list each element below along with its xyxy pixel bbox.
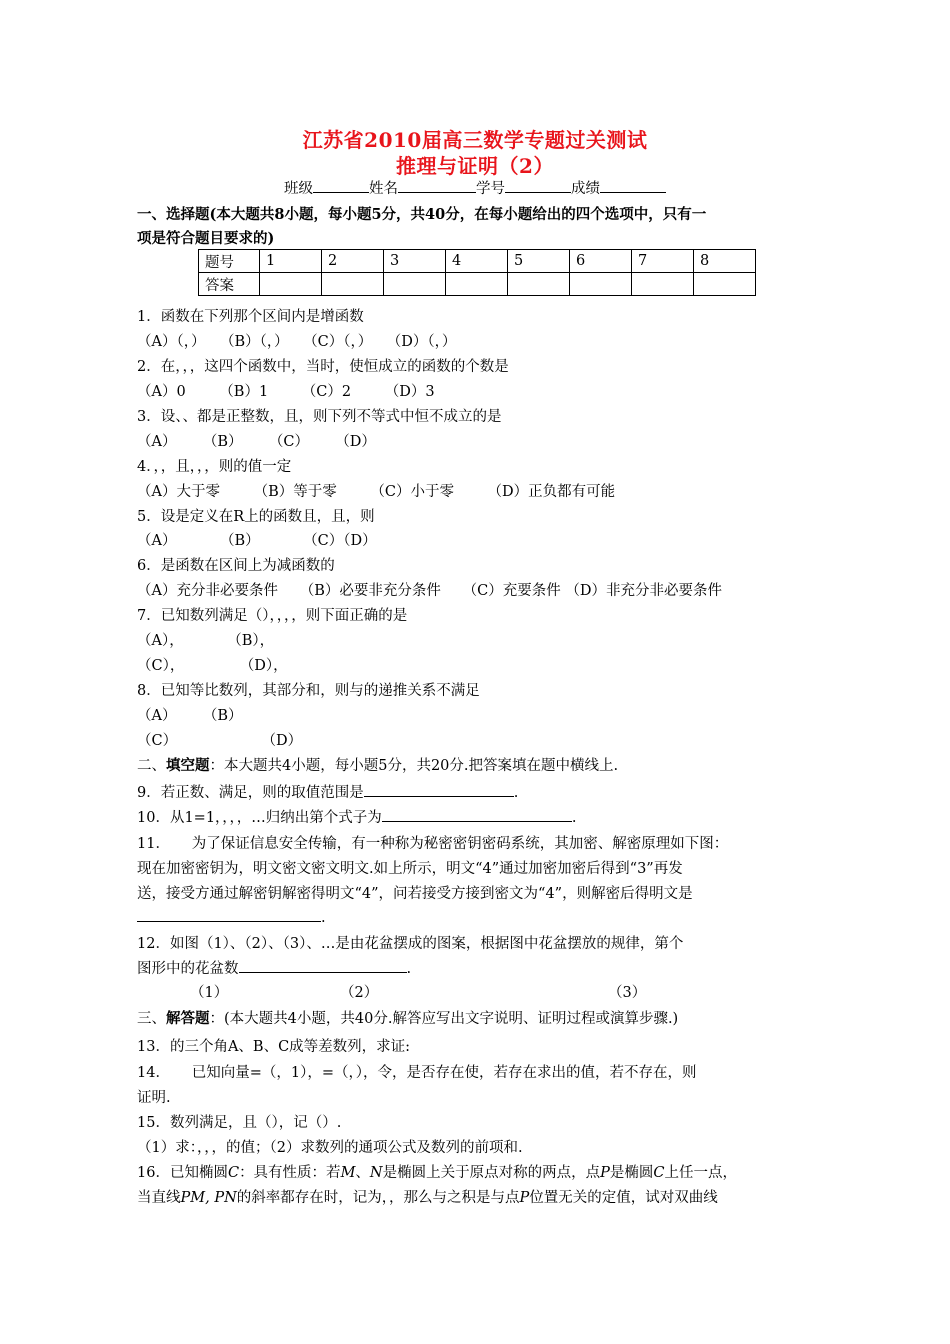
id-blank [505,178,571,193]
section3-text: ：(本大题共4小题，共40分.解答应写出文字说明、证明过程或演算步骤.) [209,1011,679,1027]
table-cell: 1 [260,250,322,273]
question-13: 13．的三个角A、B、C成等差数列，求证: [137,1039,411,1055]
italic-var: PM, PN [180,1190,237,1206]
question-text: 16．已知椭圆 [137,1165,228,1181]
options-line: （C） （D） [137,733,303,749]
question-14-line2: 证明. [137,1090,171,1106]
answer-blank[interactable] [137,907,321,922]
table-header-cell: 答案 [199,273,260,296]
options-line: （C）， （D）， [137,658,288,674]
question-15-line2: （1）求：，，，的值；（2）求数列的通项公式及数列的前项和. [137,1140,523,1156]
question-16-line1 [137,1161,737,1182]
question-text: 是椭圆 [609,1165,654,1181]
answer-cell[interactable] [570,273,632,296]
question-16-line2 [137,1186,718,1207]
question-11-line3: 送，接受方通过解密钥解密得明文“4”，问若接受方接到密文为“4”，则解密后得明文是 [137,886,693,902]
options-line: （A）（，） （B）（，） （C）（，） （D）（，） [137,334,457,350]
table-cell: 7 [632,250,694,273]
section2-text: ：本大题共4小题，每小题5分，共20分.把答案填在题中横线上. [209,758,619,774]
figure-label-2: （2） [340,985,379,1001]
section3-title: 解答题 [166,1010,210,1027]
options-line: （A） （B） [137,708,243,724]
question-12-line1: 12．如图（1）、（2）、（3）、…是由花盆摆成的图案，根据图中花盆摆放的规律，第个 [137,936,684,952]
question-text: 的斜率都存在时，记为，，那么与之积是与点 [236,1190,520,1206]
table-header-cell: 题号 [199,250,260,273]
answer-cell[interactable] [632,273,694,296]
answer-blank[interactable] [364,782,514,797]
table-cell: 2 [322,250,384,273]
table-row [199,273,756,296]
question-text: ：具有性质：若 [239,1165,341,1181]
options-line: （A）0 （B）1 （C）2 （D）3 [137,384,435,400]
answer-blank[interactable] [382,807,572,822]
table-cell: 6 [570,250,632,273]
class-blank [313,178,369,193]
answer-table [198,249,756,296]
question-line: 7．已知数列满足（），，，，则下面正确的是 [137,608,408,624]
student-info-line [0,177,950,198]
italic-var: C [653,1165,665,1181]
table-cell: 8 [694,250,756,273]
italic-var: P [600,1165,610,1181]
answer-cell[interactable] [384,273,446,296]
question-15-line1: 15．数列满足，且（），记（）. [137,1115,342,1131]
question-14-line1: 14． 已知向量=（，1），=（，），令，是否存在使，若存在求出的值，若不存在，则 [137,1065,697,1081]
document-subtitle: 推理与证明（2） [396,154,554,178]
question-end: . [321,910,326,926]
answer-blank[interactable] [239,958,407,973]
italic-var: P [519,1190,530,1206]
question-line: 6．是函数在区间上为减函数的 [137,558,335,574]
answer-cell[interactable] [446,273,508,296]
question-text: 、 [355,1165,370,1181]
question-11-line2: 现在加密密钥为，明文密文密文明文.如上所示，明文“4”通过加密加密后得到“3”再发 [137,861,683,877]
question-text: 10．从1=1，，，，…归纳出第个式子为 [137,810,382,826]
table-cell: 4 [446,250,508,273]
question-end: . [406,961,412,977]
question-text: 位置无关的定值，试对双曲线 [529,1190,718,1206]
question-11-line4 [137,907,326,926]
question-text: 图形中的花盆数 [137,961,239,977]
name-label: 姓名 [369,181,398,197]
answer-cell[interactable] [694,273,756,296]
figure-label-3: （3） [608,985,647,1001]
question-line: 4．，，且，，，则的值一定 [137,459,292,475]
class-label: 班级 [284,181,313,197]
question-text: 是椭圆上关于原点对称的两点，点 [382,1165,601,1181]
section3-prefix: 三、 [137,1011,166,1027]
table-row [199,250,756,273]
question-end: . [513,785,519,801]
question-text: 9．若正数、满足，则的取值范围是 [137,785,364,801]
options-line: （A）充分非必要条件 （B）必要非充分条件 （C）充要条件 （D）非充分非必要条件 [137,583,722,599]
options-line: （A）大于零 （B）等于零 （C）小于零 （D）正负都有可能 [137,484,616,500]
italic-var: M [340,1165,356,1181]
question-line: 1．函数在下列那个区间内是增函数 [137,309,364,325]
options-line: （A） （B） （C） （D） [137,434,376,450]
section3-heading [137,1007,678,1028]
answer-cell[interactable] [260,273,322,296]
answer-cell[interactable] [508,273,570,296]
question-10 [137,806,576,827]
question-text: 上任一点， [664,1165,737,1181]
section2-prefix: 二、 [137,758,166,774]
score-label: 成绩 [571,181,600,197]
document-title: 江苏省2010届高三数学专题过关测试 [302,128,648,152]
score-blank [600,178,666,193]
section2-heading [137,754,618,775]
question-9 [137,781,518,802]
answer-cell[interactable] [322,273,384,296]
italic-var: C [227,1165,240,1181]
table-cell: 5 [508,250,570,273]
italic-var: N [369,1165,383,1181]
question-text: 当直线 [137,1190,181,1206]
question-line: 2．在，，，这四个函数中，当时，使恒成立的函数的个数是 [137,359,509,375]
question-end: . [571,810,577,826]
section1-heading-line2: 项是符合题目要求的) [137,230,275,247]
question-12-line2 [137,957,411,978]
options-line: （A） （B） （C）（D） [137,533,377,549]
section2-title: 填空题 [166,757,210,774]
question-line: 3．设、、都是正整数，且，则下列不等式中恒不成立的是 [137,409,502,425]
id-label: 学号 [476,181,505,197]
name-blank [398,178,476,193]
question-11-line1: 11． 为了保证信息安全传输，有一种称为秘密密钥密码系统，其加密、解密原理如下图： [137,836,729,852]
options-line: （A）， （B）， [137,633,275,649]
figure-label-1: （1） [190,985,229,1001]
table-cell: 3 [384,250,446,273]
question-line: 8．已知等比数列，其部分和，则与的递推关系不满足 [137,683,480,699]
section1-heading-line1: 一、选择题(本大题共8小题，每小题5分，共40分，在每小题给出的四个选项中，只有一 [137,206,707,223]
question-line: 5．设是定义在R上的函数且，且，则 [137,509,375,525]
